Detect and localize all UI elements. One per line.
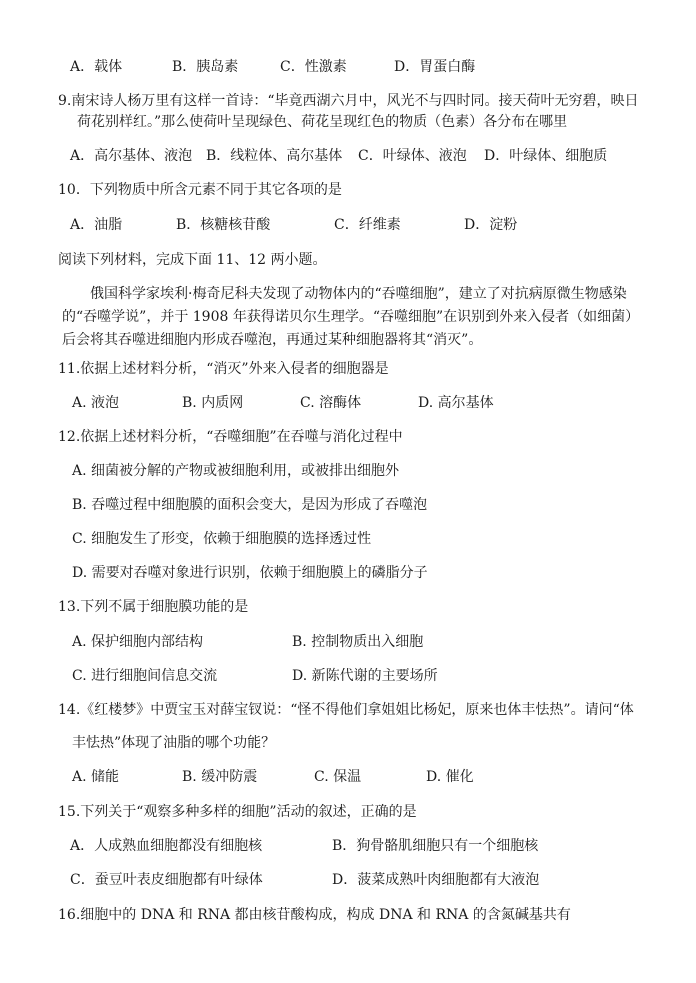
q8-option-b: B．胰岛素 — [172, 59, 239, 75]
q10-stem: 10．下列物质中所含元素不同于其它各项的是 — [58, 182, 342, 198]
q15-options-row1 — [70, 836, 630, 856]
q13-stem: 13.下列不属于细胞膜功能的是 — [58, 599, 249, 615]
q11-option-d: D. 高尔基体 — [418, 395, 494, 411]
q9-option-a: A．高尔基体、液泡 — [70, 148, 193, 164]
q10-option-c: C．纤维素 — [334, 217, 401, 233]
q12-option-d: D. 需要对吞噬对象进行识别，依赖于细胞膜上的磷脂分子 — [72, 565, 428, 581]
q14-option-d: D. 催化 — [426, 769, 474, 785]
q9-option-d: D．叶绿体、细胞质 — [484, 148, 608, 164]
q11-options — [72, 393, 632, 413]
q9-option-b: B．线粒体、高尔基体 — [206, 148, 343, 164]
q9-stem-line2: 荷花别样红。”那么使荷叶呈现绿色、荷花呈现红色的物质（色素）各分布在哪里 — [77, 114, 568, 130]
q11-option-c: C. 溶酶体 — [300, 395, 362, 411]
q13-option-d: D. 新陈代谢的主要场所 — [292, 668, 438, 684]
q13-options-row1 — [72, 632, 632, 652]
q9-stem-line1: 9.南宋诗人杨万里有这样一首诗：“毕竟西湖六月中，风光不与四时同。接天荷叶无穷碧，映日 — [58, 93, 639, 109]
q10-option-d: D．淀粉 — [464, 217, 518, 233]
q8-option-c: C．性激素 — [280, 59, 347, 75]
q11-option-a: A. 液泡 — [72, 395, 120, 411]
q12-option-c: C. 细胞发生了形变，依赖于细胞膜的选择透过性 — [72, 531, 372, 547]
q13-option-b: B. 控制物质出入细胞 — [292, 634, 424, 650]
q15-options-row2 — [70, 870, 630, 890]
q11-option-b: B. 内质网 — [182, 395, 244, 411]
q14-option-a: A. 储能 — [72, 769, 120, 785]
q10-options — [70, 215, 630, 235]
q14-stem-line1: 14.《红楼梦》中贾宝玉对薛宝钗说：“怪不得他们拿姐姐比杨妃，原来也体丰怯热”。请问“体 — [58, 702, 634, 718]
q15-stem: 15.下列关于“观察多种多样的细胞”活动的叙述，正确的是 — [58, 804, 417, 820]
q8-option-a: A．载体 — [70, 59, 123, 75]
q11-stem: 11.依据上述材料分析，“消灭”外来入侵者的细胞器是 — [58, 361, 389, 377]
reading-passage — [62, 283, 642, 352]
q14-option-b: B. 缓冲防震 — [182, 769, 258, 785]
q13-option-c: C. 进行细胞间信息交流 — [72, 668, 218, 684]
q16-stem: 16.细胞中的 DNA 和 RNA 都由核苷酸构成，构成 DNA 和 RNA 的含氮碱基共有 — [58, 907, 571, 923]
reading-intro: 阅读下列材料，完成下面 11、12 两小题。 — [58, 252, 327, 268]
q13-options-row2 — [72, 666, 632, 686]
q15-option-d: D．菠菜成熟叶肉细胞都有大液泡 — [332, 872, 540, 888]
q8-option-d: D．胃蛋白酶 — [394, 59, 476, 75]
q9-option-c: C．叶绿体、液泡 — [358, 148, 467, 164]
q9-options — [70, 146, 630, 166]
q10-option-b: B．核糖核苷酸 — [176, 217, 271, 233]
q12-option-b: B. 吞噬过程中细胞膜的面积会变大，是因为形成了吞噬泡 — [72, 497, 428, 513]
reading-passage-text: 俄国科学家埃利·梅奇尼科夫发现了动物体内的“吞噬细胞”，建立了对抗病原微生物感染的“吞噬学说”，并于 1908 年获得诺贝尔生理学。“吞噬细胞”在识别到外来入侵者（如细菌）后会将其吞噬进细胞内形成吞噬泡，再通过某种细胞器将其“消灭”。 — [62, 286, 640, 348]
q8-options — [70, 57, 630, 77]
q14-option-c: C. 保温 — [314, 769, 362, 785]
q13-option-a: A. 保护细胞内部结构 — [72, 634, 204, 650]
q14-stem-line2: 丰怯热”体现了油脂的哪个功能？ — [72, 735, 276, 751]
q14-options — [72, 767, 632, 787]
q15-option-a: A．人成熟血细胞都没有细胞核 — [70, 838, 263, 854]
q15-option-c: C．蚕豆叶表皮细胞都有叶绿体 — [70, 872, 263, 888]
q10-option-a: A．油脂 — [70, 217, 123, 233]
q12-stem: 12.依据上述材料分析，“吞噬细胞”在吞噬与消化过程中 — [58, 429, 403, 445]
q12-option-a: A. 细菌被分解的产物或被细胞利用，或被排出细胞外 — [72, 463, 400, 479]
q15-option-b: B．狗骨骼肌细胞只有一个细胞核 — [332, 838, 539, 854]
